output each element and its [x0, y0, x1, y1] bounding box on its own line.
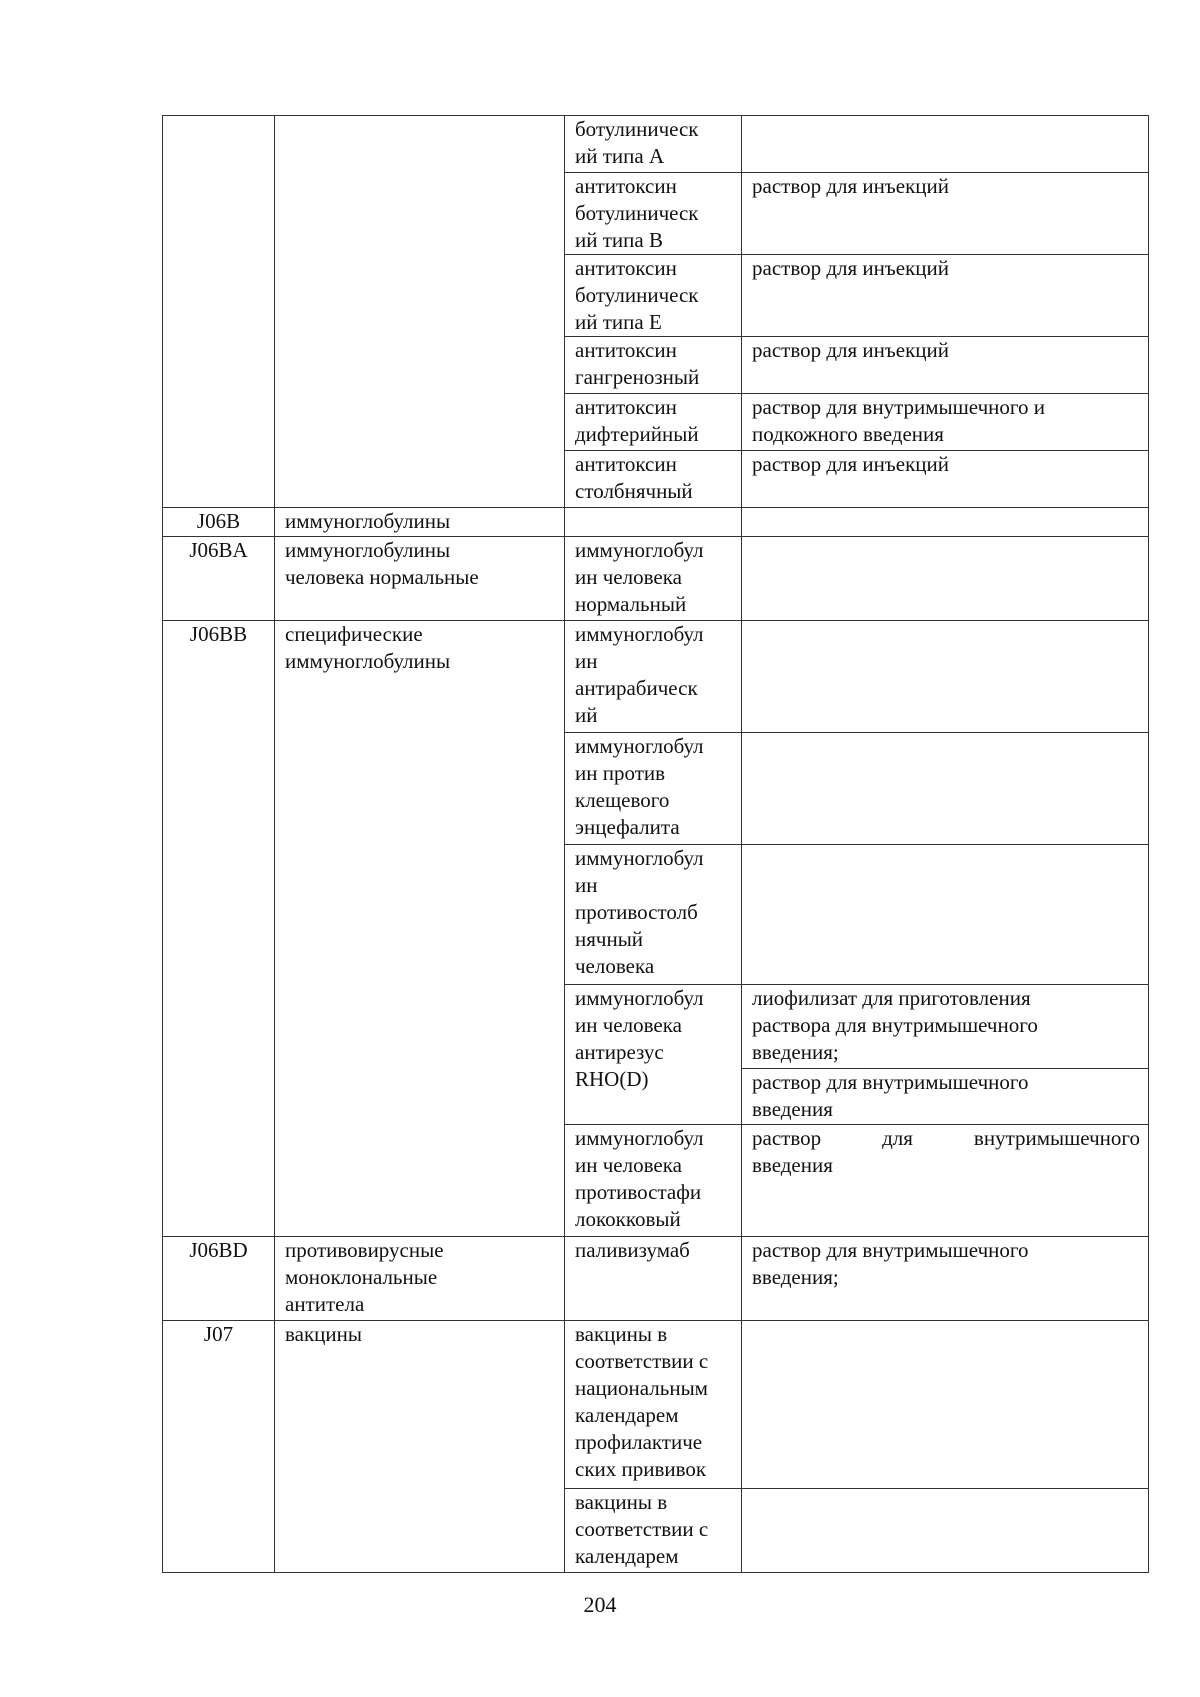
group-name-line: антитела: [285, 1292, 365, 1316]
drug-name-line: клещевого: [575, 788, 670, 812]
dosage-form-cell: [742, 845, 1149, 985]
dosage-form-cell: [742, 394, 1149, 451]
group-name-line: специфические: [285, 622, 423, 646]
group-name-line: иммуноглобулины: [285, 538, 451, 562]
group-name-line: противовирусные: [285, 1238, 444, 1262]
drug-name-line: иммуноглобул: [575, 622, 704, 646]
table-row: [163, 116, 1149, 173]
drug-name-line: ий типа В: [575, 228, 663, 252]
drug-name-line: календарем: [575, 1544, 679, 1568]
dosage-form-line: введения: [752, 1097, 833, 1121]
group-name-cell: [275, 537, 565, 621]
dosage-form-cell: [742, 537, 1149, 621]
dosage-form-cell: [742, 733, 1149, 845]
group-name-line: иммуноглобулины: [285, 649, 451, 673]
drug-name-line: энцефалита: [575, 815, 680, 839]
atc-code-cell: J07: [163, 1321, 275, 1573]
drug-name-line: календарем: [575, 1403, 679, 1427]
atc-code-cell: J06B: [163, 508, 275, 537]
drug-name-line: нормальный: [575, 592, 687, 616]
dosage-form-line: раствор для внутримышечного и: [752, 395, 1045, 419]
dosage-form-cell: [742, 1321, 1149, 1489]
dosage-form-cell: [742, 1237, 1149, 1321]
dosage-form-cell: [742, 173, 1149, 255]
drug-name-line: иммуноглобул: [575, 734, 704, 758]
drug-name-cell: [565, 845, 742, 985]
atc-code-cell: [163, 116, 275, 508]
drug-name-line: ин человека: [575, 565, 682, 589]
dosage-form-line: введения;: [752, 1265, 839, 1289]
drug-name-line: иммуноглобул: [575, 986, 704, 1010]
drug-name-line: ботулиническ: [575, 283, 699, 307]
dosage-form-cell: [742, 116, 1149, 173]
group-name-cell: [275, 1237, 565, 1321]
drug-name-cell: [565, 394, 742, 451]
drug-name-line: иммуноглобул: [575, 1126, 704, 1150]
dosage-form-line: введения;: [752, 1040, 839, 1064]
dosage-form-cell: [742, 255, 1149, 337]
drug-name-line: ин: [575, 873, 598, 897]
dosage-form-line: раствор для инъекций: [752, 338, 949, 362]
drug-name-line: паливизумаб: [575, 1238, 690, 1262]
group-name-cell: [275, 116, 565, 508]
drug-name-line: ботулиническ: [575, 117, 699, 141]
table-row: [163, 537, 1149, 621]
table-row: [163, 621, 1149, 733]
dosage-form-cell: [742, 1069, 1149, 1125]
drug-name-line: антитоксин: [575, 395, 677, 419]
drug-name-line: ин: [575, 649, 598, 673]
drug-name-line: ин против: [575, 761, 666, 785]
drug-name-cell: [565, 1489, 742, 1573]
drug-name-line: ских прививок: [575, 1457, 707, 1481]
drug-name-cell: [565, 451, 742, 508]
drug-name-cell: [565, 337, 742, 394]
drug-name-line: RHO(D): [575, 1067, 649, 1091]
drug-name-line: соответствии с: [575, 1349, 709, 1373]
drug-name-line: противостолб: [575, 900, 698, 924]
drug-name-line: противостафи: [575, 1180, 702, 1204]
drug-name-cell: [565, 985, 742, 1125]
page-number: 204: [583, 1592, 617, 1617]
drug-name-cell: [565, 537, 742, 621]
dosage-form-line: раствор для инъекций: [752, 452, 949, 476]
dosage-form-cell: [742, 337, 1149, 394]
table-row: [163, 508, 1149, 537]
drug-name-line: антитоксин: [575, 338, 677, 362]
dosage-form-line: введения: [752, 1153, 833, 1177]
drug-name-line: гангренозный: [575, 365, 700, 389]
drug-name-line: ий: [575, 703, 598, 727]
dosage-form-cell: [742, 985, 1149, 1069]
dosage-form-cell: [742, 508, 1149, 537]
group-name-cell: [275, 1321, 565, 1573]
table-row: [163, 1321, 1149, 1489]
drug-name-line: антитоксин: [575, 452, 677, 476]
drug-table: [162, 115, 1149, 1573]
dosage-form-line: подкожного введения: [752, 422, 944, 446]
drug-name-line: лококковый: [575, 1207, 681, 1231]
dosage-form-line: раствора для внутримышечного: [752, 1013, 1038, 1037]
drug-name-line: антирезус: [575, 1040, 664, 1064]
dosage-form-line: раствор для внутримышечного: [752, 1070, 1029, 1094]
table-row: [163, 1237, 1149, 1321]
drug-name-cell: [565, 621, 742, 733]
drug-name-line: вакцины в: [575, 1322, 668, 1346]
drug-name-line: ин человека: [575, 1153, 682, 1177]
atc-code-cell: J06BB: [163, 621, 275, 1237]
drug-name-line: ий типа Е: [575, 310, 662, 334]
group-name-line: моноклональные: [285, 1265, 438, 1289]
drug-name-line: соответствии с: [575, 1517, 709, 1541]
drug-name-line: человека: [575, 954, 655, 978]
drug-name-cell: [565, 508, 742, 537]
dosage-form-cell: [742, 1489, 1149, 1573]
drug-name-line: иммуноглобул: [575, 846, 704, 870]
drug-name-line: профилактиче: [575, 1430, 703, 1454]
dosage-form-line: раствор для внутримышечного: [752, 1126, 1140, 1150]
dosage-form-cell: [742, 1125, 1149, 1237]
drug-name-cell: [565, 1125, 742, 1237]
dosage-form-cell: [742, 621, 1149, 733]
drug-name-cell: [565, 1321, 742, 1489]
drug-name-line: антитоксин: [575, 256, 677, 280]
drug-name-line: нячный: [575, 927, 644, 951]
dosage-form-line: раствор для внутримышечного: [752, 1238, 1029, 1262]
atc-code-cell: J06BA: [163, 537, 275, 621]
dosage-form-line: раствор для инъекций: [752, 256, 949, 280]
drug-name-line: ин человека: [575, 1013, 682, 1037]
drug-name-cell: [565, 255, 742, 337]
atc-code-cell: J06BD: [163, 1237, 275, 1321]
drug-name-line: антитоксин: [575, 174, 677, 198]
drug-name-line: ий типа А: [575, 144, 665, 168]
drug-name-line: дифтерийный: [575, 422, 699, 446]
group-name-line: человека нормальные: [285, 565, 479, 589]
drug-name-line: ботулиническ: [575, 201, 699, 225]
group-name-cell: [275, 508, 565, 537]
drug-name-cell: [565, 173, 742, 255]
drug-name-line: столбнячный: [575, 479, 693, 503]
drug-name-cell: [565, 1237, 742, 1321]
drug-name-line: антирабическ: [575, 676, 698, 700]
dosage-form-line: раствор для инъекций: [752, 174, 949, 198]
group-name-line: иммуноглобулины: [285, 509, 451, 533]
drug-name-line: национальным: [575, 1376, 708, 1400]
drug-name-cell: [565, 733, 742, 845]
drug-name-cell: [565, 116, 742, 173]
dosage-form-cell: [742, 451, 1149, 508]
drug-name-line: вакцины в: [575, 1490, 668, 1514]
group-name-line: вакцины: [285, 1322, 362, 1346]
dosage-form-line: лиофилизат для приготовления: [752, 986, 1031, 1010]
group-name-cell: [275, 621, 565, 1237]
drug-name-line: иммуноглобул: [575, 538, 704, 562]
